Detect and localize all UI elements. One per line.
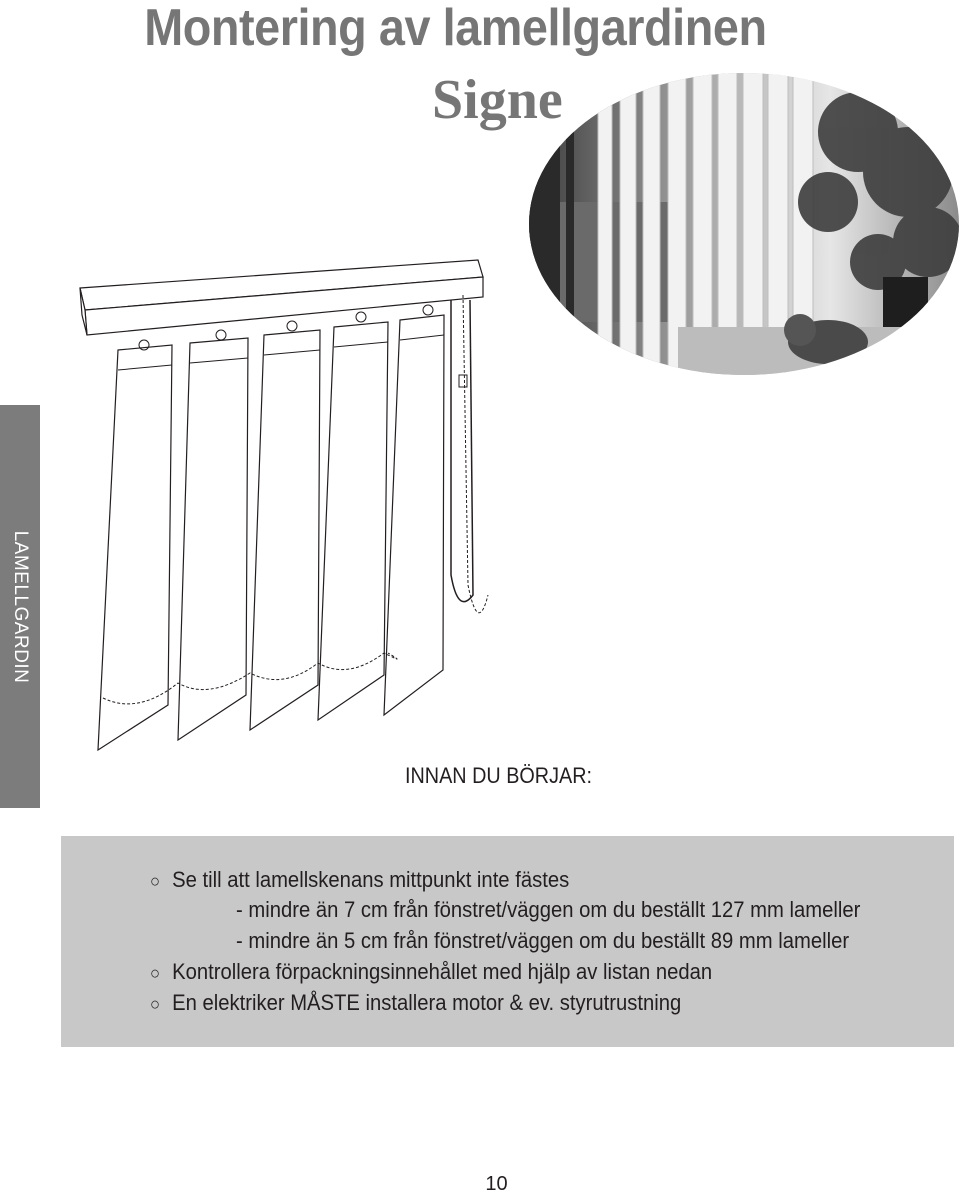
instruction-item-2: ○ Kontrollera förpackningsinnehållet med hjälp av listan nedan [150, 959, 713, 984]
vertical-blind-drawing [78, 255, 498, 760]
side-tab [0, 405, 40, 808]
instruction-item-3: ○ En elektriker MÅSTE installera motor & ev. styrutrustning [150, 990, 682, 1015]
bullet-icon: ○ [150, 871, 161, 891]
page-title: Montering av lamellgardinen [144, 0, 767, 57]
side-tab-label: LAMELLGARDIN [10, 530, 31, 683]
page-number: 10 [485, 1173, 508, 1195]
product-name: Signe [432, 69, 563, 131]
bullet-icon: ○ [150, 963, 161, 983]
instruction-item-1: ○ Se till att lamellskenans mittpunkt inte fästes [150, 867, 570, 892]
bullet-icon: ○ [150, 994, 161, 1014]
instruction-sub-item-1: - mindre än 7 cm från fönstret/väggen om du beställt 127 mm lameller [236, 897, 861, 922]
vertical-blinds-photo [528, 72, 960, 377]
section-heading: INNAN DU BÖRJAR: [405, 763, 593, 788]
instruction-sub-item-2: - mindre än 5 cm från fönstret/väggen om du beställt 89 mm lameller [236, 928, 850, 953]
